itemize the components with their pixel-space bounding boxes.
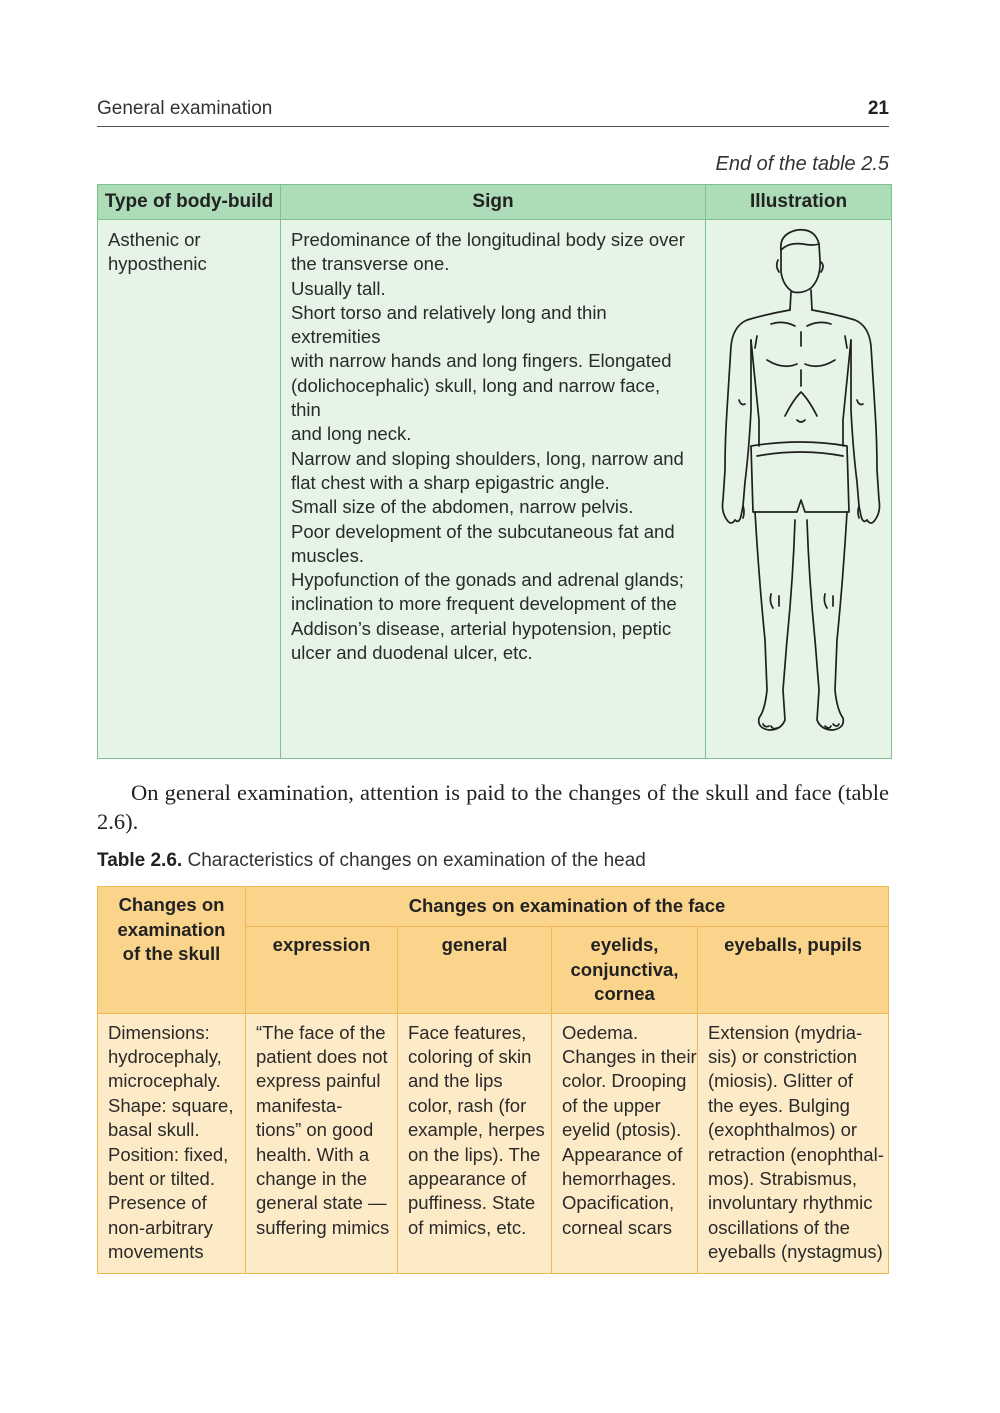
cell-line: involuntary rhythmic: [708, 1192, 873, 1214]
cell-line: and the lips: [408, 1070, 503, 1092]
cell-line: eyeballs (nystagmus): [708, 1241, 883, 1263]
cell-line: basal skull.: [108, 1119, 200, 1141]
sign-line: with narrow hands and long fingers. Elongated: [291, 350, 672, 372]
column-header-general: [398, 927, 552, 1014]
column-header-eyelids: [552, 927, 698, 1014]
cell-line: eyelid (ptosis).: [562, 1119, 682, 1141]
cell-line: Appearance of: [562, 1143, 683, 1165]
table-caption-text: Characteristics of changes on examination of the head: [182, 850, 646, 871]
column-header-illustration: Illustration: [706, 185, 892, 220]
asthenic-body-figure-icon: [707, 220, 891, 744]
sign-line: muscles.: [291, 544, 364, 566]
cell-line: of the upper: [562, 1094, 661, 1116]
cell-line: hydrocephaly,: [108, 1045, 222, 1067]
cell-line: Face features,: [408, 1021, 527, 1043]
cell-line: Extension (mydria-: [708, 1021, 863, 1043]
cell-line: hemorrhages.: [562, 1167, 677, 1189]
body-build-table: [97, 184, 892, 759]
sign-line: Small size of the abdomen, narrow pelvis.: [291, 496, 634, 518]
running-title: General examination: [97, 98, 273, 119]
cell-line: Oedema.: [562, 1021, 639, 1043]
cell-line: on the lips). The: [408, 1143, 541, 1165]
sign-line: Usually tall.: [291, 277, 386, 299]
header-line: expression: [272, 934, 371, 955]
table-header-row: [98, 887, 889, 927]
cell-line: Position: fixed,: [108, 1143, 229, 1165]
cell-line: oscillations of the: [708, 1216, 850, 1238]
column-header-face: Changes on examination of the face: [246, 887, 889, 927]
cell-line: Presence of: [108, 1192, 207, 1214]
cell-line: Changes in their: [562, 1045, 697, 1067]
column-header-eyeballs: [698, 927, 889, 1014]
table-row: [98, 220, 892, 759]
sign-line: Narrow and sloping shoulders, long, narrow and: [291, 447, 684, 469]
column-header-sign: Sign: [281, 185, 706, 220]
sign-line: and long neck.: [291, 423, 412, 445]
cell-line: of mimics, etc.: [408, 1216, 527, 1238]
body-paragraph: On general examination, attention is paid to the changes of the skull and face (table 2.6).: [97, 780, 889, 834]
cell-line: example, herpes: [408, 1119, 545, 1141]
cell-line: puffiness. State: [408, 1192, 536, 1214]
column-header-type: Type of body-build: [98, 185, 281, 220]
type-line: hyposthenic: [108, 253, 207, 275]
type-line: Asthenic or: [108, 229, 201, 250]
cell-line: change in the: [256, 1167, 368, 1189]
cell-line: bent or tilted.: [108, 1167, 215, 1189]
illustration-cell: [706, 220, 892, 759]
expression-cell: [246, 1013, 398, 1273]
sign-cell: [281, 220, 706, 759]
cell-line: Shape: square,: [108, 1094, 234, 1116]
cell-line: corneal scars: [562, 1216, 673, 1238]
sign-line: inclination to more frequent development of the: [291, 593, 677, 615]
table-row: [98, 1013, 889, 1273]
cell-line: color. Drooping: [562, 1070, 687, 1092]
sign-line: flat chest with a sharp epigastric angle.: [291, 471, 610, 493]
cell-line: (exophthalmos) or: [708, 1119, 858, 1141]
cell-line: Dimensions:: [108, 1021, 210, 1043]
header-line: eyeballs, pupils: [724, 934, 862, 955]
cell-line: express painful: [256, 1070, 381, 1092]
cell-line: appearance of: [408, 1167, 527, 1189]
cell-line: microcephaly.: [108, 1070, 221, 1092]
sign-line: Predominance of the longitudinal body size over: [291, 229, 685, 250]
cell-line: general state —: [256, 1192, 387, 1214]
column-header-expression: [246, 927, 398, 1014]
cell-line: tions” on good: [256, 1119, 374, 1141]
body-build-type-cell: [98, 220, 281, 759]
table-caption-label: Table 2.6.: [97, 850, 183, 871]
header-line: Changes on: [118, 894, 225, 915]
sign-line: (dolichocephalic) skull, long and narrow face, thin: [291, 374, 661, 421]
cell-line: health. With a: [256, 1143, 370, 1165]
cell-line: “The face of the: [256, 1021, 386, 1043]
header-line: general: [441, 934, 508, 955]
cell-line: coloring of skin: [408, 1045, 532, 1067]
sign-line: Poor development of the subcutaneous fat and: [291, 520, 675, 542]
table-header-row: [98, 185, 892, 220]
table-continuation-note: End of the table 2.5: [715, 153, 889, 175]
general-cell: [398, 1013, 552, 1273]
cell-line: suffering mimics: [256, 1216, 390, 1238]
cell-line: (miosis). Glitter of: [708, 1070, 853, 1092]
header-line: of the skull: [122, 943, 221, 964]
page-header: [97, 96, 889, 127]
sign-line: the transverse one.: [291, 253, 450, 275]
cell-line: Opacification,: [562, 1192, 675, 1214]
cell-line: the eyes. Bulging: [708, 1094, 850, 1116]
cell-line: manifesta-: [256, 1094, 343, 1116]
cell-line: mos). Strabismus,: [708, 1167, 858, 1189]
header-line: cornea: [594, 983, 655, 1004]
header-line: examination: [117, 918, 226, 940]
cell-line: retraction (enophthal-: [708, 1143, 884, 1165]
header-line: eyelids,: [590, 934, 659, 955]
cell-line: non-arbitrary: [108, 1216, 213, 1238]
eyeballs-cell: [698, 1013, 889, 1273]
cell-line: patient does not: [256, 1045, 388, 1067]
cell-line: color, rash (for: [408, 1094, 527, 1116]
column-header-skull: [98, 887, 246, 1014]
sign-line: Short torso and relatively long and thin extremities: [291, 301, 607, 348]
sign-line: Addison’s disease, arterial hypotension, peptic: [291, 617, 672, 639]
eyelids-cell: [552, 1013, 698, 1273]
cell-line: movements: [108, 1241, 204, 1263]
cell-line: sis) or constriction: [708, 1045, 858, 1067]
header-line: conjunctiva,: [570, 958, 679, 980]
head-examination-table: [97, 886, 889, 1274]
skull-changes-cell: [98, 1013, 246, 1273]
sign-line: ulcer and duodenal ulcer, etc.: [291, 642, 533, 664]
table-caption: [97, 850, 646, 872]
page-number: 21: [867, 98, 889, 119]
sign-line: Hypofunction of the gonads and adrenal glands;: [291, 569, 684, 591]
